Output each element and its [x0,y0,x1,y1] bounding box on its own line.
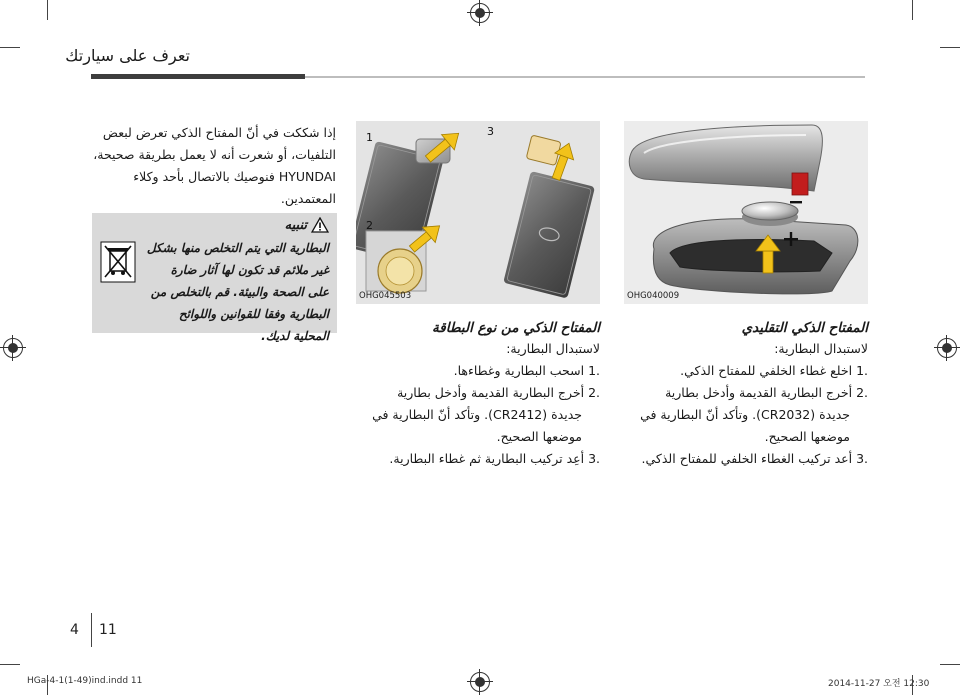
step-number: .3 [588,451,600,466]
step-line [356,404,600,426]
conventional-key-illustration [624,121,868,304]
intro-line: إذا شككت في أنّ المفتاح الذكي تعرض لبعض [102,125,336,140]
warning-icon [311,217,329,233]
note-line: البطارية التي يتم التخلص منها بشكل [146,241,329,255]
step-line [356,426,600,448]
note-title: تنبيه [284,217,307,233]
step-line [356,360,600,382]
crop-mark [0,664,20,665]
card-key-heading: المفتاح الذكي من نوع البطاقة [432,320,600,336]
note-header [285,217,329,233]
conventional-key-intro: لاستبدال البطارية: [774,341,868,356]
chapter-number: 4 [70,622,79,638]
crop-mark [940,664,960,665]
crop-mark [912,0,913,20]
title-bar-light [305,76,865,78]
step-text: اخلع غطاء الخلفي للمفتاح الذكي. [680,363,853,378]
conventional-key-steps [624,360,868,470]
note-line: المحلية لديك. [261,329,329,343]
intro-line: المعتمدين. [280,191,336,206]
crop-mark [47,0,48,20]
step-line [356,448,600,470]
intro-line: HYUNDAI فنوصيك بالاتصال بأحد وكلاء [133,169,336,184]
image-code: OHG040009 [627,291,680,301]
registration-mark-icon [470,672,490,692]
step-text: جديدة (CR2032). وتأكد أنّ البطارية في [640,407,850,422]
step-text: أعِد تركيب البطارية ثم غطاء البطارية. [389,451,585,466]
section-title-text: تعرف على سيارتك [65,46,190,65]
step-number: .2 [856,385,868,400]
step-text: أخرج البطارية القديمة وأدخل بطارية [397,385,585,400]
registration-mark-icon [470,3,490,23]
note-body [139,237,329,347]
footer-timestamp: 2014-11-27 오전 12:30 [828,679,930,689]
callout-2: 2 [366,219,373,232]
note-line: البطارية وفقا للقوانين واللوائح [178,307,329,321]
crop-mark [940,47,960,48]
title-bar-dark [91,74,305,79]
step-text: موضعها الصحيح. [496,429,582,444]
step-number: .2 [588,385,600,400]
step-text: اسحب البطارية وغطاءها. [453,363,585,378]
step-text: أخرج البطارية القديمة وأدخل بطارية [665,385,853,400]
callout-1: 1 [366,131,373,144]
step-text: موضعها الصحيح. [764,429,850,444]
card-key-illustration [356,121,600,304]
intro-paragraph [92,122,336,210]
step-number: .1 [856,363,868,378]
step-line [356,382,600,404]
step-line [624,382,868,404]
registration-mark-icon [3,338,23,358]
image-code: OHG045503 [359,291,412,301]
battery-disposal-icon [100,241,136,283]
conventional-key-section [624,320,868,470]
step-number: .1 [588,363,600,378]
section-title [0,46,190,65]
step-line [624,360,868,382]
conventional-key-heading: المفتاح الذكي التقليدي [741,320,868,336]
note-box [92,213,337,343]
card-key-section [356,320,600,470]
step-line [624,448,868,470]
card-key-intro: لاستبدال البطارية: [506,341,600,356]
step-text: جديدة (CR2412). وتأكد أنّ البطارية في [372,407,582,422]
step-number: .3 [856,451,868,466]
registration-mark-icon [937,338,957,358]
card-key-photo [356,121,600,304]
callout-3: 3 [487,125,494,138]
page-number-divider [91,613,92,647]
step-line [624,404,868,426]
conventional-key-photo [624,121,868,304]
footer-file-name: HGa-4-1(1-49)ind.indd 11 [27,676,143,686]
step-text: أعد تركيب الغطاء الخلفي للمفتاح الذكي. [641,451,853,466]
note-line: غير ملائم قد تكون لها آثار ضارة [170,263,329,277]
note-line: على الصحة والبيئة. قم بالتخلص من [150,285,329,299]
page-number: 11 [99,622,117,638]
intro-line: التلفيات، أو شعرت أنه لا يعمل بطريقة صحيحة، [93,147,336,162]
card-key-steps [356,360,600,470]
step-line [624,426,868,448]
